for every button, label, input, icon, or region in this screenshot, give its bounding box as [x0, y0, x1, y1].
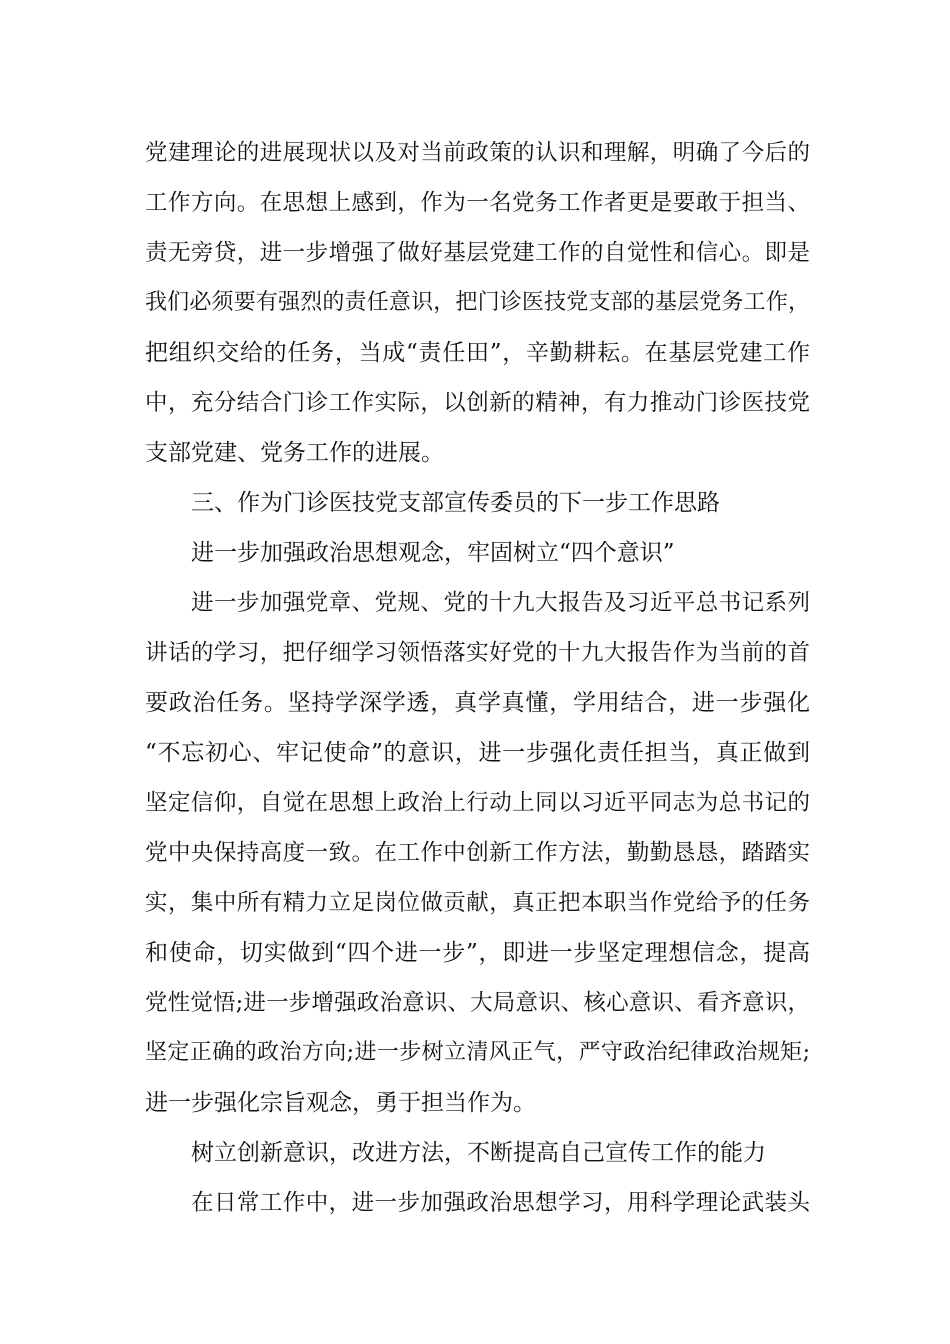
text-line: 工作方向。在思想上感到，作为一名党务工作者更是要敢于担当、: [145, 190, 810, 216]
text-line: 要政治任务。坚持学深学透，真学真懂，学用结合，进一步强化: [145, 690, 810, 716]
text-line: 党建理论的进展现状以及对当前政策的认识和理解，明确了今后的: [145, 140, 810, 166]
text-line: “不忘初心、牢记使命”的意识，进一步强化责任担当，真正做到: [145, 740, 810, 766]
text-line: 中，充分结合门诊工作实际，以创新的精神，有力推动门诊医技党: [145, 390, 810, 416]
text-line: 实，集中所有精力立足岗位做贡献，真正把本职当作党给予的任务: [145, 890, 810, 916]
text-line: 党中央保持高度一致。在工作中创新工作方法，勤勤恳恳，踏踏实: [145, 840, 810, 866]
text-line: 进一步加强党章、党规、党的十九大报告及习近平总书记系列: [191, 590, 810, 616]
text-line: 和使命，切实做到“四个进一步”，即进一步坚定理想信念，提高: [145, 940, 810, 966]
text-line: 进一步强化宗旨观念，勇于担当作为。: [145, 1090, 536, 1116]
text-line: 在日常工作中，进一步加强政治思想学习，用科学理论武装头: [191, 1190, 810, 1216]
text-line: 坚定正确的政治方向;进一步树立清风正气，严守政治纪律政治规矩;: [145, 1040, 810, 1065]
text-line: 进一步加强政治思想观念，牢固树立“四个意识”: [191, 540, 675, 566]
text-line: 党性觉悟;进一步增强政治意识、大局意识、核心意识、看齐意识，: [145, 990, 810, 1016]
document-body: [145, 128, 810, 1228]
text-line: 我们必须要有强烈的责任意识，把门诊医技党支部的基层党务工作，: [145, 290, 810, 315]
text-line: 责无旁贷，进一步增强了做好基层党建工作的自觉性和信心。即是: [145, 240, 810, 266]
text-line: 树立创新意识，改进方法，不断提高自己宣传工作的能力: [191, 1140, 766, 1166]
text-line: 把组织交给的任务，当成“责任田”，辛勤耕耘。在基层党建工作: [145, 340, 810, 366]
text-line: 坚定信仰，自觉在思想上政治上行动上同以习近平同志为总书记的: [145, 790, 810, 816]
text-line: 三、作为门诊医技党支部宣传委员的下一步工作思路: [191, 490, 720, 516]
text-line: 讲话的学习，把仔细学习领悟落实好党的十九大报告作为当前的首: [145, 640, 810, 666]
text-line: 支部党建、党务工作的进展。: [145, 440, 444, 466]
